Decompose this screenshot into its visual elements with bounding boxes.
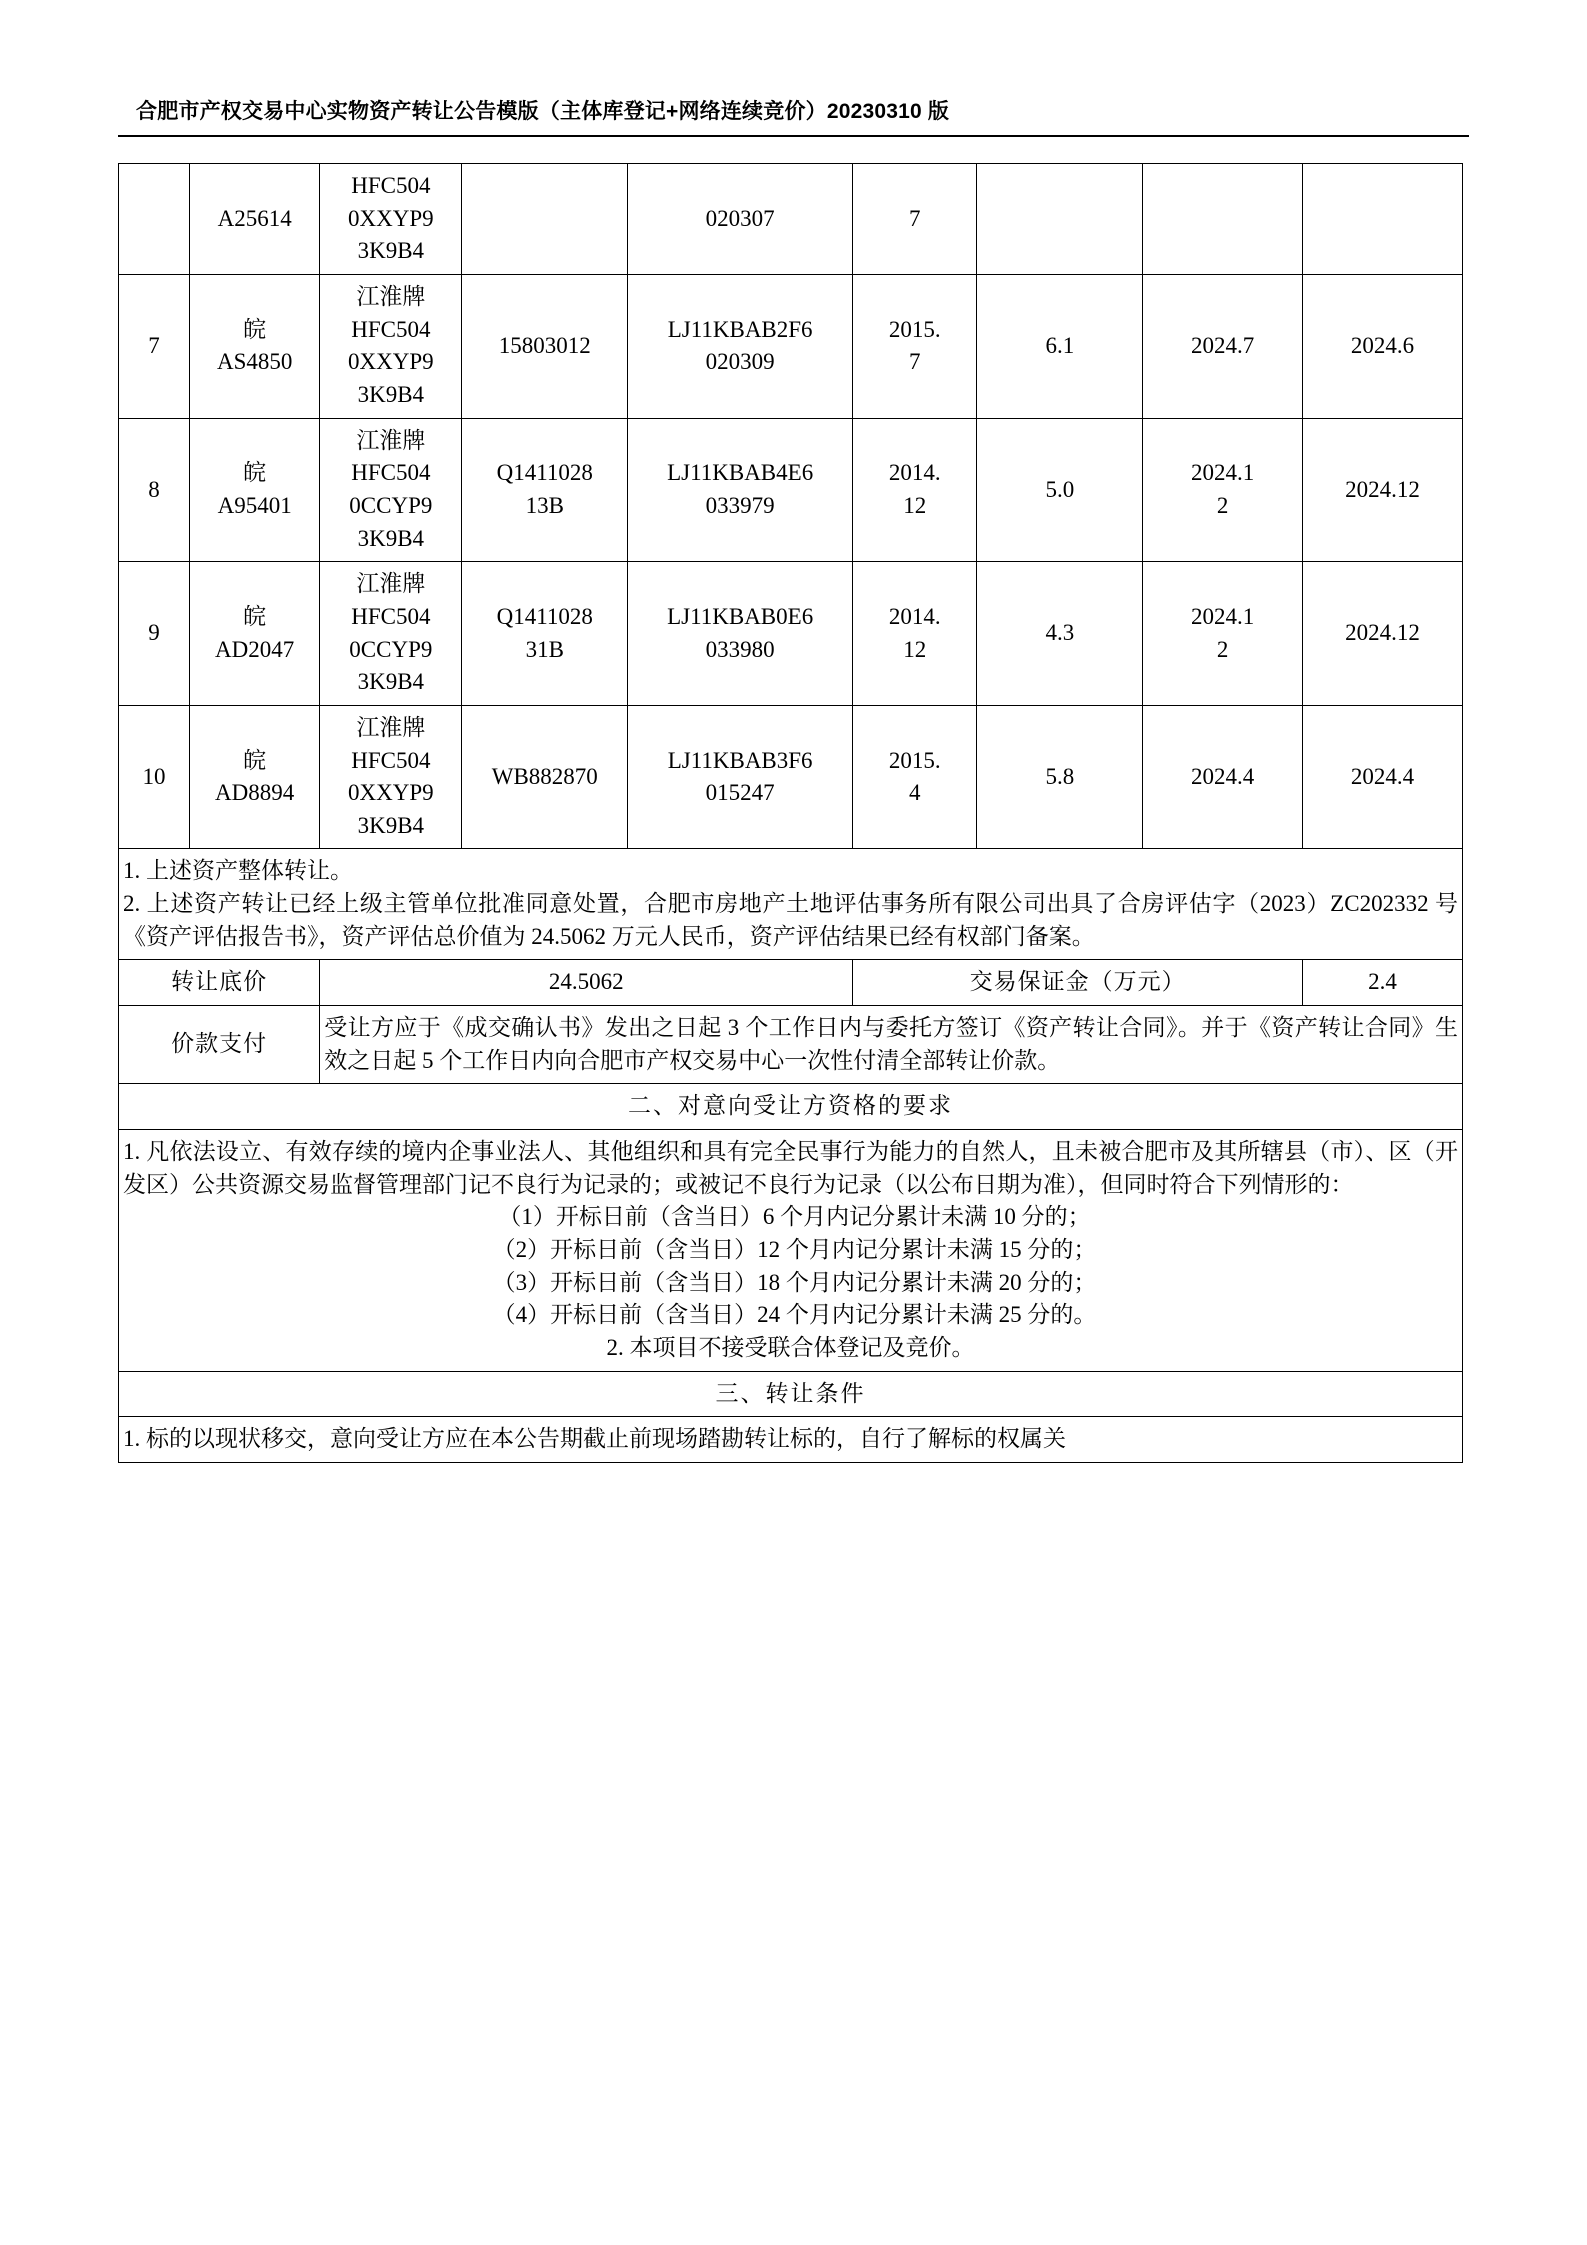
plate-line: AS4850 (216, 349, 293, 375)
cell-price: 5.0 (977, 418, 1143, 562)
model-line: HFC504 (351, 603, 431, 629)
vin-line: LJ11KBAB3F6 (667, 747, 813, 773)
cell-reg-date: 7 (853, 164, 977, 275)
cell-inspection: 2024.4 (1143, 705, 1303, 849)
vin-line: LJ11KBAB2F6 (667, 316, 813, 342)
section-two-item: （1）开标日前（含当日）6 个月内记分累计未满 10 分的； (498, 1204, 1091, 1230)
plate-line: A95401 (217, 492, 292, 518)
payment-text: 受让方应于《成交确认书》发出之日起 3 个工作日内与委托方签订《资产转让合同》。并于《资产转让合同》生效之日起 5 个工作日内向合肥市产权交易中心一次性付清全部转让价款。 (324, 1015, 1458, 1073)
engine-line: Q1411028 (496, 603, 593, 629)
model-line: 0CCYP9 (349, 492, 433, 518)
cell-inspection (1143, 164, 1303, 275)
section-three-p1: 1. 标的以现状移交，意向受让方应在本公告期截止前现场踏勘转让标的，自行了解标的权属关 (123, 1426, 1066, 1452)
cell-vin (628, 562, 853, 706)
cell-reg-date (853, 562, 977, 706)
cell-inspection (1143, 418, 1303, 562)
model-line: 3K9B4 (357, 238, 425, 264)
payment-text-cell (320, 1006, 1463, 1084)
notes-line-1: 1. 上述资产整体转让。 (123, 858, 353, 884)
plate-line: 皖 (243, 603, 267, 629)
reg-date-line: 2015. (888, 747, 941, 773)
cell-engine (462, 562, 628, 706)
cell-model (320, 562, 462, 706)
reg-date-line: 2014. (888, 460, 941, 486)
vin-line: LJ11KBAB4E6 (667, 460, 814, 486)
model-line: HFC504 (351, 316, 431, 342)
cell-plate: A25614 (190, 164, 320, 275)
section-two-item: （4）开标日前（含当日）24 个月内记分累计未满 25 分的。 (492, 1302, 1097, 1328)
price-row (119, 960, 1463, 1006)
model-line: 0XXYP9 (348, 780, 434, 806)
cell-engine (462, 418, 628, 562)
cell-model (320, 274, 462, 418)
base-price-value: 24.5062 (320, 960, 853, 1006)
cell-model (320, 705, 462, 849)
model-line: 江淮牌 (356, 571, 426, 597)
payment-label: 价款支付 (119, 1006, 320, 1084)
inspection-line: 2024.1 (1191, 460, 1255, 486)
plate-line: 皖 (243, 316, 267, 342)
cell-inspection (1143, 562, 1303, 706)
model-line: 0XXYP9 (348, 349, 434, 375)
model-line: 3K9B4 (357, 525, 425, 551)
notes-line-2: 2. 上述资产转让已经上级主管单位批准同意处置，合肥市房地产土地评估事务所有限公司出具了合房评估字（2023）ZC202332 号《资产评估报告书》，资产评估总价值为 24.5062 万元人民币，资产评估结果已经有权部门备案。 (123, 891, 1458, 949)
cell-engine: 15803012 (462, 274, 628, 418)
model-line: 0XXYP9 (348, 205, 434, 231)
cell-price (977, 164, 1143, 275)
cell-reg-date (853, 274, 977, 418)
section-two-p1: 1. 凡依法设立、有效存续的境内企事业法人、其他组织和具有完全民事行为能力的自然人，且未被合肥市及其所辖县（市）、区（开发区）公共资源交易监督管理部门记不良行为记录的；或被记不良行为记录（以公布日期为准），但同时符合下列情形的： (123, 1139, 1458, 1197)
reg-date-line: 12 (903, 492, 927, 518)
base-price-label: 转让底价 (119, 960, 320, 1006)
plate-line: 皖 (243, 747, 267, 773)
section-two-item: （3）开标日前（含当日）18 个月内记分累计未满 20 分的； (492, 1269, 1097, 1295)
deposit-label: 交易保证金（万元） (853, 960, 1303, 1006)
deposit-value: 2.4 (1303, 960, 1463, 1006)
cell-no: 9 (119, 562, 190, 706)
table-row (119, 562, 1463, 706)
cell-no: 10 (119, 705, 190, 849)
reg-date-line: 12 (903, 636, 927, 662)
plate-line: 皖 (243, 460, 267, 486)
cell-plate (190, 705, 320, 849)
cell-price: 5.8 (977, 705, 1143, 849)
table-row (119, 164, 1463, 275)
section-two-body-row (119, 1130, 1463, 1372)
reg-date-line: 2014. (888, 603, 941, 629)
plate-line: AD2047 (215, 636, 295, 662)
asset-table (118, 163, 1463, 1463)
notes-cell (119, 849, 1463, 960)
model-line: 江淮牌 (356, 714, 426, 740)
cell-insurance: 2024.12 (1303, 562, 1463, 706)
model-line: HFC504 (351, 173, 431, 198)
section-three-body (119, 1417, 1463, 1463)
cell-engine: WB882870 (462, 705, 628, 849)
model-line: 3K9B4 (357, 669, 425, 695)
notes-row (119, 849, 1463, 960)
section-three-heading-row (119, 1371, 1463, 1417)
reg-date-line: 2015. (888, 316, 941, 342)
cell-vin (628, 418, 853, 562)
table-row (119, 418, 1463, 562)
section-two-heading: 二、对意向受让方资格的要求 (119, 1084, 1463, 1130)
page-header-title: 合肥市产权交易中心实物资产转让公告模版（主体库登记+网络连续竞价）20230310 版 (136, 100, 950, 123)
cell-insurance: 2024.6 (1303, 274, 1463, 418)
reg-date-line: 7 (909, 349, 921, 375)
cell-price: 6.1 (977, 274, 1143, 418)
cell-engine (462, 164, 628, 275)
header-divider (118, 135, 1469, 137)
reg-date-line: 4 (909, 780, 921, 806)
cell-reg-date (853, 705, 977, 849)
cell-vin: 020307 (628, 164, 853, 275)
cell-inspection: 2024.7 (1143, 274, 1303, 418)
cell-insurance: 2024.12 (1303, 418, 1463, 562)
section-two-p2: 2. 本项目不接受联合体登记及竞价。 (606, 1335, 975, 1360)
section-two-body (119, 1130, 1463, 1372)
vin-line: 033979 (705, 492, 775, 518)
cell-no (119, 164, 190, 275)
cell-plate (190, 418, 320, 562)
model-line: HFC504 (351, 460, 431, 486)
payment-row (119, 1006, 1463, 1084)
inspection-line: 2024.1 (1191, 603, 1255, 629)
model-line: 江淮牌 (356, 283, 426, 309)
plate-line: AD8894 (215, 780, 295, 806)
section-three-body-row (119, 1417, 1463, 1463)
cell-plate (190, 562, 320, 706)
cell-insurance: 2024.4 (1303, 705, 1463, 849)
cell-model (320, 164, 462, 275)
model-line: 江淮牌 (356, 427, 426, 453)
section-two-heading-row (119, 1084, 1463, 1130)
cell-vin (628, 705, 853, 849)
inspection-line: 2 (1216, 492, 1229, 518)
cell-vin (628, 274, 853, 418)
model-line: HFC504 (351, 747, 431, 773)
model-line: 3K9B4 (357, 812, 425, 838)
cell-reg-date (853, 418, 977, 562)
model-line: 3K9B4 (357, 381, 425, 407)
cell-insurance (1303, 164, 1463, 275)
cell-plate (190, 274, 320, 418)
cell-no: 8 (119, 418, 190, 562)
cell-price: 4.3 (977, 562, 1143, 706)
vin-line: 020309 (705, 349, 775, 375)
table-row (119, 705, 1463, 849)
vin-line: LJ11KBAB0E6 (667, 603, 814, 629)
cell-no: 7 (119, 274, 190, 418)
section-two-item: （2）开标日前（含当日）12 个月内记分累计未满 15 分的； (492, 1237, 1097, 1263)
engine-line: 31B (525, 636, 564, 662)
engine-line: Q1411028 (496, 460, 593, 486)
engine-line: 13B (525, 492, 564, 518)
table-row (119, 274, 1463, 418)
section-three-heading: 三、转让条件 (119, 1371, 1463, 1417)
inspection-line: 2 (1216, 636, 1229, 662)
model-line: 0CCYP9 (349, 636, 433, 662)
vin-line: 033980 (705, 636, 775, 662)
vin-line: 015247 (705, 780, 775, 806)
cell-model (320, 418, 462, 562)
